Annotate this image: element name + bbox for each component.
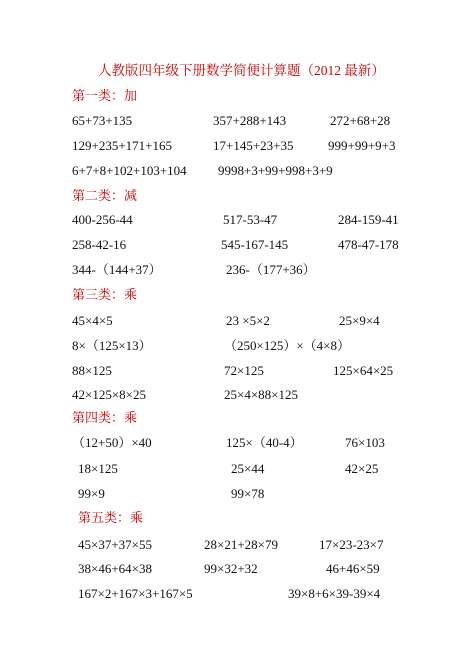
problem: 236-（177+36）	[226, 262, 316, 277]
problem: 76×103	[345, 435, 385, 450]
problem: （250×125）×（4×8）	[224, 338, 350, 353]
problem: 125×64×25	[333, 363, 394, 378]
problem: 167×2+167×3+167×5	[78, 586, 193, 601]
problem: 46+46×59	[326, 561, 380, 576]
problem: 25×4×88×125	[224, 387, 298, 402]
problem: 99×78	[231, 486, 265, 501]
problem: 9998+3+99+998+3+9	[218, 163, 333, 178]
problem: 545-167-145	[221, 237, 289, 252]
category-heading: 第二类：减	[72, 188, 138, 203]
problem: 400-256-44	[72, 212, 133, 227]
problem: 125×（40-4）	[226, 435, 303, 450]
problem: 478-47-178	[338, 237, 399, 252]
problem: 45×37+37×55	[78, 537, 152, 552]
problem: 284-159-41	[338, 212, 399, 227]
problem: 42×25	[345, 461, 379, 476]
problem: 18×125	[78, 461, 118, 476]
problem: 17×23-23×7	[319, 537, 384, 552]
problem: 42×125×8×25	[72, 387, 146, 402]
problem: 129+235+171+165	[72, 138, 172, 153]
problem: 6+7+8+102+103+104	[72, 163, 187, 178]
problem: 517-53-47	[223, 212, 278, 227]
problem: 344-（144+37）	[72, 262, 162, 277]
problem: 8×（125×13）	[72, 338, 152, 353]
problem: 28×21+28×79	[204, 537, 278, 552]
problem: 38×46+64×38	[78, 561, 152, 576]
problem: 23 ×5×2	[226, 313, 270, 328]
problem: 357+288+143	[213, 113, 287, 128]
problem: 99×32+32	[204, 561, 258, 576]
problem: 65+73+135	[72, 113, 133, 128]
page-title: 人教版四年级下册数学简便计算题（2012 最新）	[98, 63, 385, 78]
problem: （12+50）×40	[72, 435, 152, 450]
problem: 17+145+23+35	[213, 138, 294, 153]
problem: 999+99+9+3	[328, 138, 396, 153]
problem: 45×4×5	[72, 313, 113, 328]
problem: 72×125	[224, 363, 264, 378]
category-heading: 第三类：乘	[72, 287, 138, 302]
problem: 272+68+28	[330, 113, 391, 128]
problem: 25×44	[231, 461, 265, 476]
category-heading: 第一类：加	[72, 88, 138, 103]
problem: 99×9	[78, 486, 105, 501]
problem: 258-42-16	[72, 237, 127, 252]
category-heading: 第四类：乘	[72, 410, 138, 425]
problem: 25×9×4	[339, 313, 380, 328]
category-heading: 第五类：乘	[78, 510, 144, 525]
problem: 88×125	[72, 363, 112, 378]
problem: 39×8+6×39-39×4	[288, 586, 381, 601]
